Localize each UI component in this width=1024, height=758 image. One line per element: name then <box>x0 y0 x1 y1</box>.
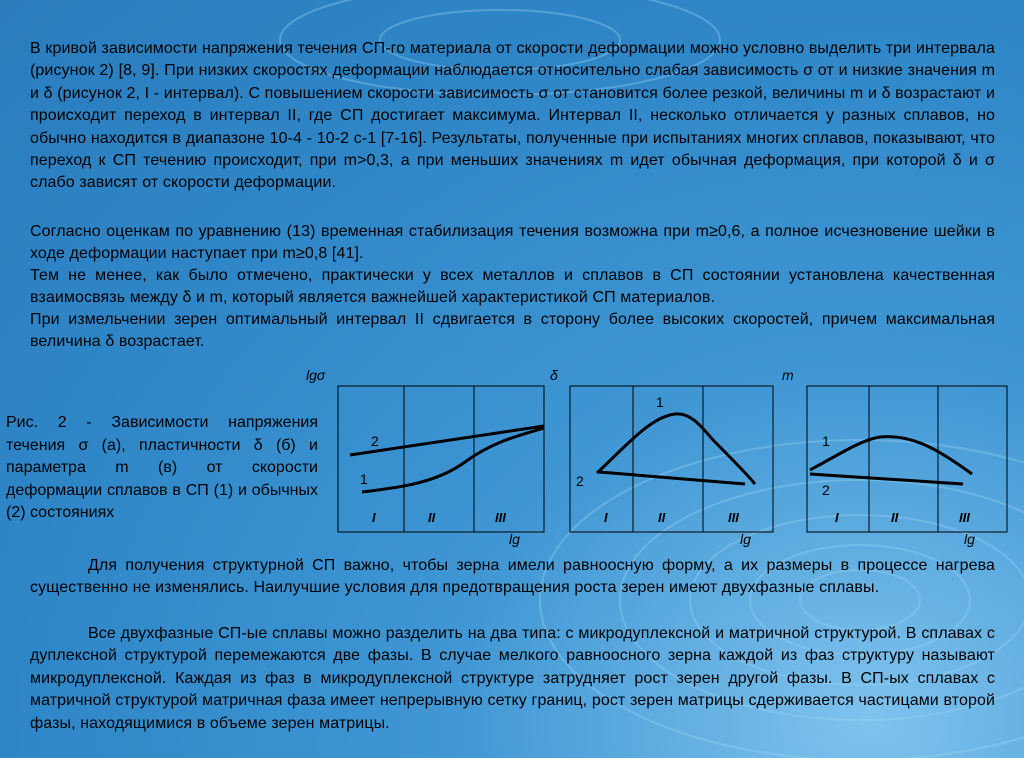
curve-label-2: 2 <box>576 473 584 489</box>
interval-label-3: III <box>495 510 506 525</box>
interval-label-2: II <box>658 510 666 525</box>
paragraph-grain-shape: Для получения структурной СП важно, чтобы зерна имели равноосную форму, а их размеры в процессе нагрева существенно не изменялись. Наилучшие условия для предотвращения роста зерен имеют двухфазные сплавы. <box>30 557 995 597</box>
paragraph-stabilization: Согласно оценкам по уравнению (13) временная стабилизация течения возможна при m≥0,6, а полное исчезновение шейки в ходе деформации наступает при m≥0,8 [41]. <box>30 223 995 263</box>
x-axis-label: lg <box>740 531 751 547</box>
interval-label-1: I <box>372 510 376 525</box>
chart-plasticity <box>545 362 780 552</box>
curve-label-1: 1 <box>360 471 368 487</box>
x-axis-label: lg <box>964 531 975 547</box>
interval-label-2: II <box>428 510 436 525</box>
y-axis-label: lgσ <box>306 367 326 383</box>
paragraph-two-phase-alloys: Все двухфазные СП-ые сплавы можно разделить на два типа: с микродуплексной и матричной структурой. В сплавах с дуплексной структурой перемежаются две фазы. В случае мелкого равноосного зерна каждой из фаз структуру называют микродуплексной. Каждая из фаз в микродуплексной структуре затрудняет рост зерен другой фазы. В СП-ых сплавах с матричной структурой матричная фаза имеет непрерывную сетку границ, рост зерен матрицы сдерживается частицами второй фазы, находящимися в объеме зерен матрицы. <box>30 625 995 732</box>
curve-label-1: 1 <box>656 394 664 410</box>
y-axis-label: m <box>782 367 794 383</box>
x-axis-label: lg <box>509 531 520 547</box>
paragraph-intervals: В кривой зависимости напряжения течения СП-го материала от скорости деформации можно условно выделить три интервала (рисунок 2) [8, 9]. При низких скоростях деформации наблюдается относительно слабая зависимость σ от и низкие значения m и δ (рисунок 2, I - интервал). С повышением скорости зависимость σ от становится более резкой, величины m и δ возрастают и происходит переход в интервал II, где СП достигает максимума. Интервал II, несколько отличается у разных сплавов, но обычно находится в диапазоне 10-4 - 10-2 с-1 [7-16]. Результаты, полученные при испытаниях многих сплавов, показывают, что переход к СП течению происходит, при m>0,3, а при меньших значениях m идет обычная деформация, при которой δ и σ слабо зависят от скорости деформации. <box>30 40 995 192</box>
interval-label-3: III <box>959 510 970 525</box>
interval-label-1: I <box>604 510 608 525</box>
curve-label-1: 1 <box>822 433 830 449</box>
chart-parameter-m <box>775 362 1015 552</box>
figure-caption: Рис. 2 - Зависимости напряжения течения σ (а), пластичности δ (б) и параметра m (в) от скорости деформации сплавов в СП (1) и обычных (2) состояниях <box>6 414 318 521</box>
paragraph-relationship: Тем не менее, как было отмечено, практически у всех металлов и сплавов в СП состоянии установлена качественная взаимосвязь между δ и m, который является важнейшей характеристикой СП материалов. <box>30 267 995 307</box>
y-axis-label: δ <box>550 367 558 383</box>
curve-label-2: 2 <box>371 433 379 449</box>
chart-stress <box>300 362 550 552</box>
interval-label-3: III <box>728 510 739 525</box>
interval-label-1: I <box>835 510 839 525</box>
paragraph-grain-refinement: При измельчении зерен оптимальный интервал II сдвигается в сторону более высоких скоростей, причем максимальная величина δ возрастает. <box>30 311 995 351</box>
interval-label-2: II <box>891 510 899 525</box>
curve-label-2: 2 <box>822 482 830 498</box>
